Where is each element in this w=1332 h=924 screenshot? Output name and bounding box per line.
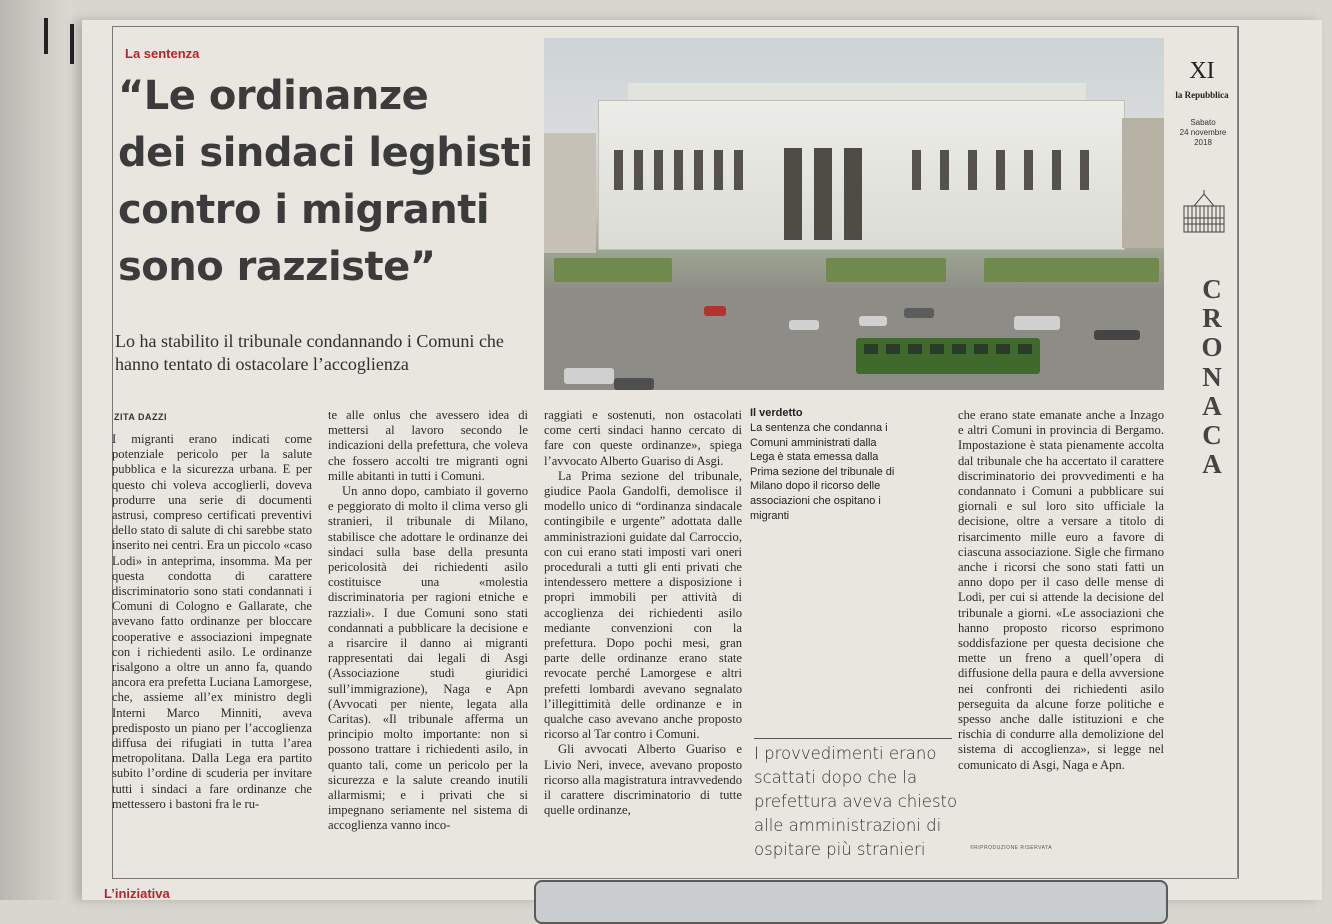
- issue-day: Sabato: [1190, 118, 1216, 127]
- section-letter: A: [1202, 390, 1224, 421]
- newspaper-page: [82, 20, 1322, 900]
- photo-window: [1080, 150, 1089, 190]
- copyright-note: ©RIPRODUZIONE RISERVATA: [970, 845, 1053, 851]
- article-paragraph: Un anno dopo, cambiato il governo e peggiorato di molto il clima verso gli stranieri, il tribunale di Milano, stabilisce che adottare le ordinanze dei sindaci sulla base della presunta pericolosità dei richiedenti asilo costituisce una «molestia discriminatoria per ragioni etniche e razziali». I due Comuni sono stati condannati a pubblicare la decisione e a risarcire il danno ai migranti rappresentati dai legali di Asgi (Associazione studi giuridici sull’immigrazione), Naga e Apn (Avvocati per niente, legata alla Caritas). «Il tribunale afferma un principio molto importante: non si possono trattare i richiedenti asilo, in quanto tali, come un pericolo per la sicurezza e la salute creando inutili allarmismi; e i privati che si impegnano seriamente nel sistema di accoglienza vanno inco-: [328, 484, 528, 833]
- photo-window: [614, 150, 623, 190]
- newspaper-name: la Repubblica: [1175, 90, 1229, 100]
- article-headline: [118, 68, 538, 296]
- photo-building-right: [1122, 118, 1164, 248]
- page-numeral: XI: [1189, 58, 1215, 84]
- photo-window: [912, 150, 921, 190]
- article-paragraph: I migranti erano indicati come potenziale pericolo per la salute pubblica e la sicurezza urbana. E per questo chi voleva accoglierli, doveva produrre una serie di documenti astrusi, compreso certificati preventivi dello stato di salute di chi sarebbe stato inserito nei centri. Era un piccolo «caso Lodi» in anteprima, insomma. Ma per questa condotta di carattere discriminatorio sono stati condannati i Comuni di Cologno e Gallarate, che avevano fatto ordinanze per bloccare cooperative e associazioni impegnate con i richiedenti asilo. Le ordinanze risalgono a oltre un anno fa, quando ancora era prefetta Luciana Lamorgese, che, assieme all’ex ministro degli Interni Marco Minniti, aveva predisposto un piano per l’accoglienza diffusa dei rifugiati in tutta l’area metropolitana. Dalla Lega era partito subito l’ordine di scuderia per invitare tutti i sindaci a fare ordinanze che mettessero i bastoni fra le ru-: [112, 432, 312, 811]
- photo-car: [704, 306, 726, 316]
- binding-mark: [44, 18, 48, 54]
- previous-page-edge: [0, 0, 72, 900]
- section-letter: A: [1202, 449, 1224, 480]
- photo-window: [654, 150, 663, 190]
- headline-line: dei sindaci leghisti: [118, 130, 533, 176]
- article-column-3: [544, 408, 742, 818]
- sidebar-title: Il verdetto: [750, 407, 803, 419]
- article-bottom-rule: [112, 878, 1237, 879]
- photo-car: [789, 320, 819, 330]
- photo-window: [634, 150, 643, 190]
- article-paragraph: che erano state emanate anche a Inzago e altri Comuni in provincia di Bergamo. Impostazione è stata pienamente accolta dal tribunale che ha accertato il carattere discriminatorio dei provvedimenti e ha condannato i Comuni a pubblicare sui giornali e sul loro sito ufficiale la decisione, oltre a versare a titolo di risarcimento mille euro a favore di ciascuna associazione. Sigle che firmano anche i ricorsi che sono stati fatti un anno dopo per il caso delle mense di Lodi, per cui si attende la decisione del tribunale a giorni. «Le associazioni che hanno proposto ricorso esprimono soddisfazione per questa decisione che mette un freno a quell’opera di diffusione della paura e della avversione nei confronti dei richiedenti asilo perseguita da alcune forze politiche e spesso anche dalle istituzioni e che rischia di condurre alla demolizione del sistema di accoglienza», si legge nel comunicato di Asgi, Naga e Apn.: [958, 408, 1164, 772]
- article-column-2: [328, 408, 528, 834]
- headline-line: sono razziste”: [118, 244, 436, 290]
- next-article-box: [534, 880, 1168, 924]
- photo-car: [904, 308, 934, 318]
- section-letter: N: [1202, 361, 1224, 392]
- photo-window: [694, 150, 703, 190]
- photo-lawn: [826, 258, 946, 282]
- photo-window: [940, 150, 949, 190]
- section-letter: O: [1201, 332, 1225, 363]
- photo-portal: [814, 148, 832, 240]
- photo-car: [1094, 330, 1140, 340]
- article-kicker: La sentenza: [125, 46, 200, 61]
- photo-window: [1024, 150, 1033, 190]
- pull-quote: I provvedimenti erano scattati dopo che la prefettura aveva chiesto alle amministrazioni di ospitare più stranieri: [754, 744, 958, 859]
- photo-window: [996, 150, 1005, 190]
- issue-date: [1170, 118, 1236, 148]
- photo-portal: [844, 148, 862, 240]
- photo-tram: [856, 338, 1040, 374]
- article-column-4: [958, 408, 1164, 773]
- photo-window: [734, 150, 743, 190]
- section-letter: C: [1202, 274, 1224, 304]
- pull-quote-rule: [754, 738, 952, 739]
- photo-window: [968, 150, 977, 190]
- photo-road: [544, 288, 1164, 390]
- section-letter: C: [1202, 420, 1224, 451]
- photo-car: [564, 368, 614, 384]
- article-paragraph: raggiati e sostenuti, non ostacolati come certi sindaci hanno cercato di fare con queste ordinanze», spiega l’avvocato Alberto Guariso di Asgi.: [544, 408, 742, 468]
- article-column-1: [112, 432, 312, 812]
- photo-window: [674, 150, 683, 190]
- photo-window: [1052, 150, 1061, 190]
- next-article-kicker: L’iniziativa: [104, 886, 170, 901]
- photo-lawn: [984, 258, 1159, 282]
- headline-line: “Le ordinanze: [118, 73, 429, 119]
- article-paragraph: te alle onlus che avessero idea di mettersi al lavoro secondo le indicazioni della prefettura, che voleva che fossero accolti tre migranti ogni mille abitanti in tutti i Comuni.: [328, 408, 528, 483]
- photo-car: [614, 378, 654, 390]
- photo-car: [859, 316, 887, 326]
- courthouse-photo: [544, 38, 1164, 390]
- photo-car: [1014, 316, 1060, 330]
- sidebar-body: La sentenza che condanna i Comuni amministrati dalla Lega è stata emessa dalla Prima sezione del tribunale di Milano dopo il ricorso delle associazioni che ospitano i migranti: [750, 422, 895, 522]
- photo-window: [714, 150, 723, 190]
- binding-mark: [70, 24, 74, 64]
- photo-lawn: [554, 258, 672, 282]
- section-emblem-icon: [1180, 190, 1228, 238]
- section-letter: R: [1202, 303, 1224, 334]
- byline: ZITA DAZZI: [114, 412, 167, 422]
- section-label: [1193, 275, 1233, 479]
- photo-portal: [784, 148, 802, 240]
- article-subhead: Lo ha stabilito il tribunale condannando i Comuni che hanno tentato di ostacolare l’accoglienza: [115, 331, 504, 374]
- photo-building-left: [544, 133, 596, 253]
- masthead-divider: [1237, 26, 1238, 878]
- headline-line: contro i migranti: [118, 187, 490, 233]
- issue-date-text: 24 novembre 2018: [1179, 128, 1227, 147]
- article-paragraph: La Prima sezione del tribunale, giudice Paola Gandolfi, demolisce il modello unico di “ordinanza sindacale contingibile e urgente” adottata dalle amministrazioni guidate dal Carroccio, con cui erano stati imposti vari oneri procedurali a tutti gli enti privati che intendessero mettere a disposizione i propri immobili per attività di accoglienza dei richiedenti asilo mediante convenzioni con la prefettura. Dopo pochi mesi, gran parte delle ordinanze erano state revocate perché Lamorgese e altri prefetti lombardi avevano segnalato l’illegittimità delle ordinanze e in qualche caso avevano anche proposto ricorso al Tar contro i Comuni.: [544, 468, 742, 742]
- article-paragraph: Gli avvocati Alberto Guariso e Livio Neri, invece, avevano proposto ricorso alla magistratura intravvedendo il carattere discriminatorio di tutte quelle ordinanze,: [544, 742, 742, 818]
